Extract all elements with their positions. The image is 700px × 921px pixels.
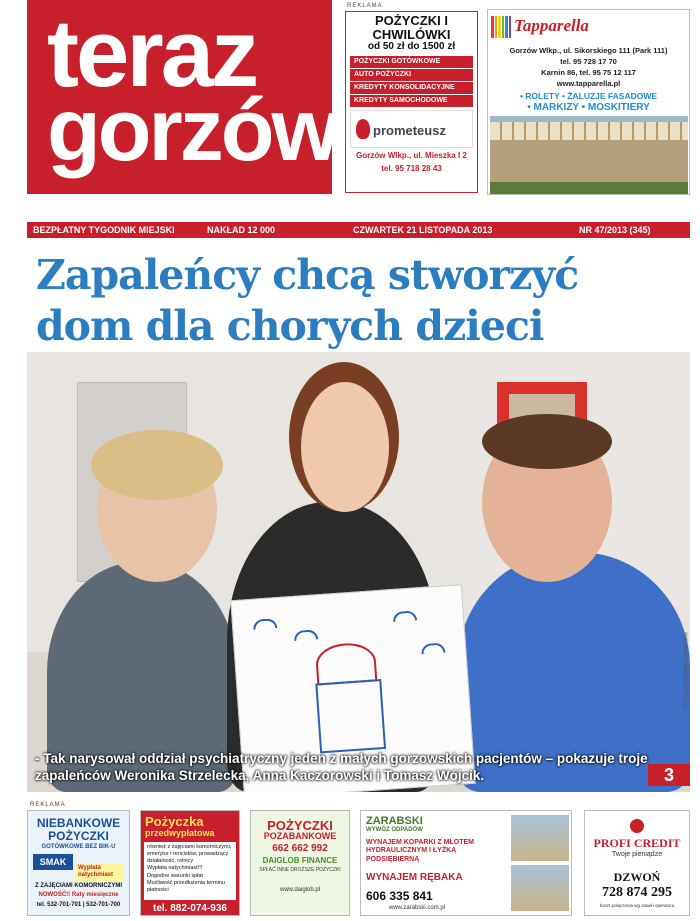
date-label: CZWARTEK 21 LISTOPADA 2013 — [353, 225, 493, 235]
bottom-ads-row — [27, 810, 690, 916]
ad-pozycz-item: Dogodne warunki spłat — [147, 872, 203, 879]
ad-pozycz-item: Możliwość przedłużenia terminu płatności — [147, 879, 225, 893]
excavator-photo — [511, 865, 569, 911]
logo-teraz: teraz — [47, 0, 257, 107]
ad-tapparella[interactable] — [487, 9, 690, 195]
weekly-label: BEZPŁATNY TYGODNIK MIEJSKI — [33, 225, 175, 235]
ad-profi-phone: 728 874 295 — [602, 885, 672, 900]
masthead-logo — [27, 0, 337, 194]
prometeusz-logo-icon — [356, 119, 370, 139]
person-middle-head — [301, 382, 389, 512]
ad-niebank-line2: NOWOŚĆ!! Raty miesięczne — [38, 892, 119, 898]
page-number-badge: 3 — [648, 764, 690, 786]
main-photo — [27, 352, 690, 792]
ad-zarab-subtitle: WYWÓZ ODPADÓW — [366, 827, 423, 833]
ad-niebank-subtitle: GOTÓWKOWE BEZ BIK-U — [41, 844, 116, 851]
ad-prom-phone: tel. 95 718 28 43 — [381, 163, 442, 173]
photo-credit: FOT. ALEKSANDRA SZYMAŃSKA — [684, 632, 690, 710]
ad-prom-item: AUTO POŻYCZKI — [350, 69, 473, 81]
ad-pozycz-item: Wypłata natychmiast!!! — [147, 865, 203, 872]
ad-tap-products2: • MARKIZY • MOSKITIERY — [527, 102, 650, 113]
person-right-hair — [482, 414, 612, 469]
ad-daiglob-brand: DAIGLOB FINANCE — [262, 856, 338, 865]
ad-daiglob-phone: 662 662 992 — [272, 843, 328, 854]
ad-niebankowe[interactable] — [27, 810, 130, 916]
photo-caption: - Tak narysował oddział psychiatryczny jeden z małych gorzowskich pacjentów – pokazuje troje zapaleńców Weronika Strzelecka, Anna Kaczorowski i Tomasz Wójcik. — [35, 751, 648, 783]
ad-niebank-line1: Z ZAJĘCIAMI KOMORNICZYMI — [35, 883, 122, 889]
excavator-photo — [511, 815, 569, 861]
ad-tap-address: Gorzów Wlkp., ul. Sikorskiego 111 (Park 111) — [509, 46, 668, 55]
ad-tap-address2: Karnin 86, tel. 95 75 12 117 — [541, 68, 636, 77]
ad-prom-list — [350, 56, 473, 107]
ad-pozycz-subtitle: przedwypłatowa — [145, 828, 215, 838]
ad-zarabski[interactable] — [360, 810, 572, 916]
ad-niebank-phone: tel. 532-701-701 | 532-701-700 — [36, 902, 121, 908]
ad-zarab-www[interactable]: www.zarabski.com.pl — [389, 905, 446, 912]
ad-prom-item: KREDYTY KONSOLIDACYJNE — [350, 82, 473, 94]
ad-tap-phone: tel. 95 728 17 70 — [560, 57, 617, 66]
ad-niebank-note: Wypłata natychmiast — [76, 863, 124, 881]
logo-gorzow: gorzów — [47, 80, 337, 179]
drawing-roof — [315, 641, 378, 685]
ad-niebank-title: NIEBANKOWE POŻYCZKI — [36, 816, 121, 843]
ad-zarab-title: ZARABSKI — [366, 815, 423, 827]
top-ad-label: REKLAMA — [347, 3, 383, 9]
ad-zarab-rental: WYNAJEM RĘBAKA — [366, 872, 463, 884]
ad-prom-item: KREDYTY SAMOCHODOWE — [350, 95, 473, 107]
bottom-ad-label: REKLAMA — [30, 802, 66, 808]
ad-daiglob-subtitle: POZABANKOWE — [263, 831, 337, 841]
ad-zarab-service: WYNAJEM KOPARKI Z MŁOTEM HYDRAULICZNYM I ŁYŻKĄ PODSIĘBIERNĄ — [366, 839, 474, 863]
ad-pozycz-item: również z zajęciami komorniczymi, emerytur i rencistów, prowadzący działalność, rolnicy — [147, 844, 232, 865]
ad-profi-credit[interactable] — [584, 810, 690, 916]
issue-label: NR 47/2013 (345) — [579, 225, 651, 235]
ad-profi-call: DZWOŃ — [613, 870, 661, 884]
ad-pozycz-title: Pożyczka — [145, 814, 204, 829]
ad-prom-item: POŻYCZKI GOTÓWKOWE — [350, 56, 473, 68]
ad-prometeusz[interactable] — [345, 11, 478, 193]
info-bar — [27, 222, 690, 238]
ad-prom-brand: prometeusz — [373, 123, 446, 139]
page-title: Zapaleńcy chcą stworzyć dom dla chorych dzieci — [36, 251, 579, 350]
ad-tap-brand: Tapparella — [514, 16, 589, 35]
cloud-icon — [294, 629, 319, 641]
ad-pozycz-list — [144, 842, 236, 900]
ad-prom-address: Gorzów Wlkp., ul. Mieszka I 2 — [356, 151, 467, 161]
drawing-house — [315, 679, 386, 753]
ad-profi-brand: PROFI CREDIT — [593, 836, 681, 850]
awning — [490, 122, 688, 140]
ad-daiglob-www[interactable]: www.daiglob.pl — [279, 887, 321, 893]
person-left-hair — [91, 430, 223, 500]
ad-daiglob-title: POŻYCZKI — [267, 818, 333, 833]
ad-zarab-phone: 606 335 841 — [366, 889, 433, 904]
ad-prom-brand-box — [350, 110, 473, 148]
ad-tap-products1: • ROLETY • ŻALUZJE FASADOWE — [519, 91, 658, 101]
circulation-label: NAKŁAD 12 000 — [207, 225, 276, 235]
smak-logo: SMAK — [33, 854, 73, 870]
ad-prom-title: POŻYCZKI I CHWILÓWKI — [372, 13, 451, 42]
ad-prom-subtitle: od 50 zł do 1500 zł — [367, 41, 456, 53]
cloud-icon — [393, 610, 418, 622]
ad-pozyczka[interactable] — [140, 810, 240, 916]
ad-pozycz-phone: tel. 882-074-936 — [153, 903, 227, 914]
cloud-icon — [421, 642, 446, 654]
profi-credit-logo-icon — [630, 819, 644, 833]
ad-profi-note: koszt połączenia wg stawki operatora — [599, 903, 675, 908]
ad-profi-slogan: Twoje pieniądze — [611, 851, 663, 858]
ad-tap-www[interactable]: www.tapparella.pl — [556, 79, 621, 88]
ad-tap-photo — [490, 116, 688, 194]
ad-daiglob[interactable] — [250, 810, 350, 916]
cloud-icon — [253, 618, 278, 630]
ad-daiglob-note: SPŁAĆ INNE DROŻSZE POŻYCZKI — [259, 867, 341, 873]
tapparella-logo-icon — [491, 16, 511, 38]
garden — [490, 182, 688, 194]
